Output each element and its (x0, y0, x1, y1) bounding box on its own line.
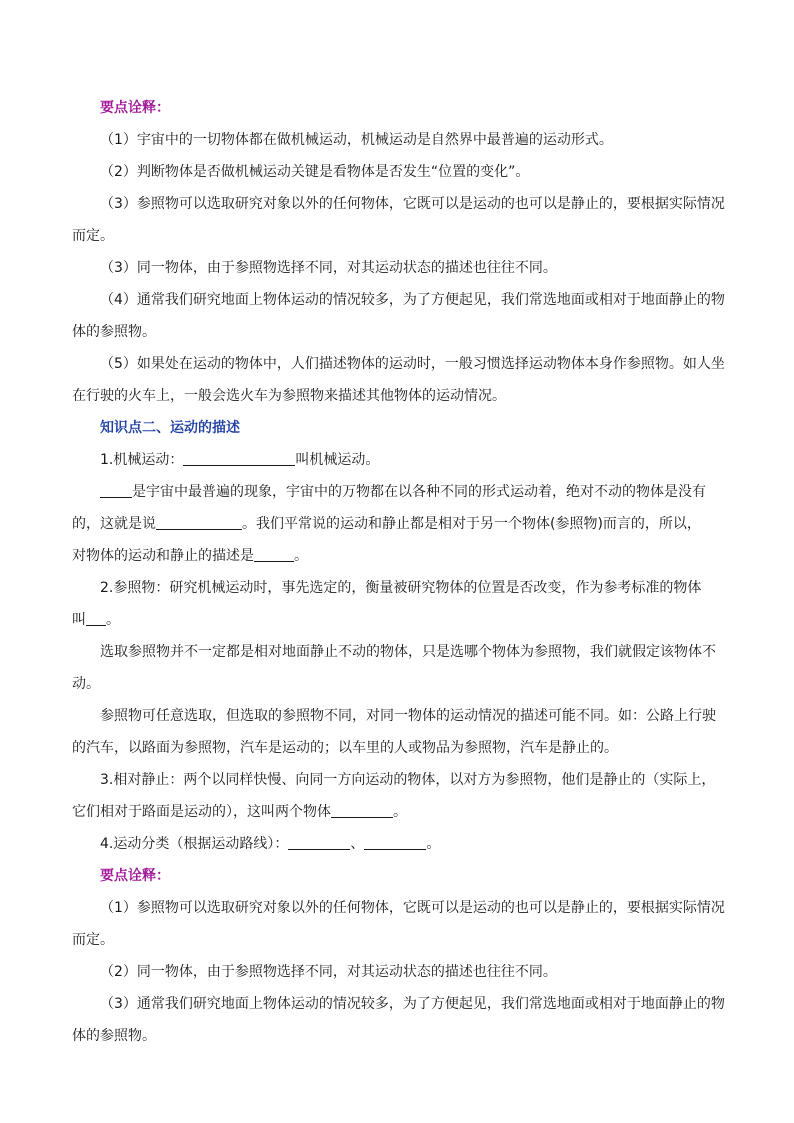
q2-paragraph-2: 选取参照物并不一定都是相对地面静止不动的物体，只是选哪个物体为参照物，我们就假定该物体不 动。 (72, 644, 716, 692)
fill-blank[interactable] (288, 835, 350, 850)
knowledge-point-heading: 知识点二、运动的描述 (100, 420, 240, 436)
key-point-b3: （3）通常我们研究地面上物体运动的情况较多，为了方便起见，我们常选地面或相对于地面静止的物 体的参照物。 (72, 996, 725, 1044)
key-point-6: （5）如果处在运动的物体中，人们描述物体的运动时，一般习惯选择运动物体本身作参照物。如人坐 在行驶的火车上，一般会选火车为参照物来描述其他物体的运动情况。 (72, 356, 725, 404)
fill-blank[interactable] (364, 835, 426, 850)
q1-mechanical-motion: 1.机械运动： 叫机械运动。 (100, 452, 380, 468)
key-point-1: （1）宇宙中的一切物体都在做机械运动，机械运动是自然界中最普遍的运动形式。 (100, 132, 613, 148)
key-point-2: （2）判断物体是否做机械运动关键是看物体是否发生“位置的变化”。 (100, 164, 530, 180)
fill-blank[interactable] (156, 515, 242, 530)
fill-blank[interactable] (100, 483, 132, 498)
document-page (72, 98, 724, 1058)
fill-blank[interactable] (183, 451, 295, 466)
q2-reference-object: 2.参照物：研究机械运动时，事先选定的，衡量被研究物体的位置是否改变，作为参考标准的物体 叫 。 (72, 580, 702, 628)
key-points-heading: 要点诠释： (100, 100, 170, 116)
key-point-b1: （1）参照物可以选取研究对象以外的任何物体，它既可以是运动的也可以是静止的，要根据实际情况 而定。 (72, 900, 725, 948)
fill-blank[interactable] (331, 803, 393, 818)
q4-motion-classification: 4.运动分类（根据运动路线）： 、 。 (100, 836, 441, 852)
key-point-b2: （2）同一物体，由于参照物选择不同，对其运动状态的描述也往往不同。 (100, 964, 557, 980)
q2-paragraph-3: 参照物可任意选取，但选取的参照物不同，对同一物体的运动情况的描述可能不同。如：公路上行驶 的汽车，以路面为参照物，汽车是运动的；以车里的人或物品为参照物，汽车是静止的。 (72, 708, 716, 756)
key-point-4: （3）同一物体，由于参照物选择不同，对其运动状态的描述也往往不同。 (100, 260, 557, 276)
key-point-3: （3）参照物可以选取研究对象以外的任何物体，它既可以是运动的也可以是静止的，要根据实际情况 而定。 (72, 196, 725, 244)
fill-blank[interactable] (86, 611, 106, 626)
key-points-heading-2: 要点诠释： (100, 868, 170, 884)
q3-relative-rest: 3.相对静止：两个以同样快慢、向同一方向运动的物体，以对方为参照物，他们是静止的（实际上， 它们相对于路面是运动的），这叫两个物体 。 (72, 772, 716, 820)
q1-paragraph: 是宇宙中最普遍的现象，宇宙中的万物都在以各种不同的形式运动着，绝对不动的物体是没有 的，这就是说 。我们平常说的运动和静止都是相对于另一个物体(参照物)而言的，所以， 对物体的运动和静止的描述是 。 (72, 484, 706, 564)
fill-blank[interactable] (254, 547, 294, 562)
key-point-5: （4）通常我们研究地面上物体运动的情况较多，为了方便起见，我们常选地面或相对于地面静止的物 体的参照物。 (72, 292, 725, 340)
